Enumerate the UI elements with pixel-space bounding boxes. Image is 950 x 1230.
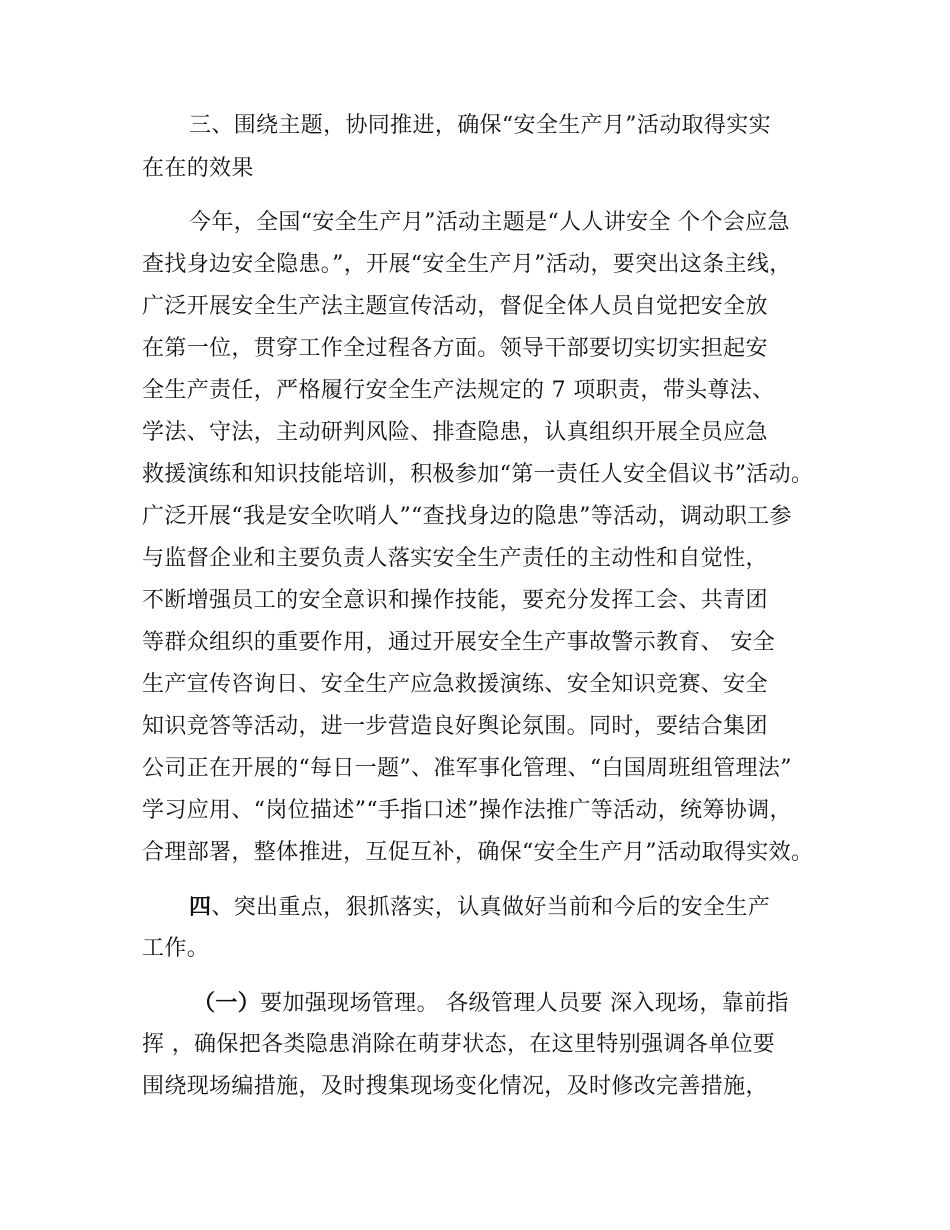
paragraph-line: 广泛开展安全生产法主题宣传活动，督促全体人员自觉把安全放 — [142, 294, 768, 319]
section-heading-line: 在在的效果 — [142, 156, 254, 181]
paragraph-line: 生产宣传咨询日、安全生产应急救援演练、安全知识竞赛、安全 — [142, 672, 768, 697]
paragraph-line: 学法、守法，主动研判风险、排查隐患，认真组织开展全员应急 — [142, 420, 768, 445]
paragraph-line: 学习应用、“岗位描述”“手指口述”操作法推广等活动，统筹协调， — [142, 798, 792, 823]
section-heading-line — [189, 894, 770, 921]
section-number: 四 — [189, 894, 212, 920]
section-heading-text: 、突出重点，狠抓落实，认真做好当前和今后的安全生产 — [211, 895, 771, 920]
paragraph-line: 围绕现场编措施，及时搜集现场变化情况，及时修改完善措施， — [142, 1074, 768, 1099]
paragraph-line: 不断增强员工的安全意识和操作技能，要充分发挥工会、共青团 — [142, 588, 768, 613]
paragraph-line: 等群众组织的重要作用，通过开展安全生产事故警示教育、 安全 — [142, 630, 776, 655]
paragraph-line: 查找身边安全隐患。”，开展“安全生产月”活动，要突出这条主线， — [142, 252, 792, 277]
paragraph-line: 与监督企业和主要负责人落实安全生产责任的主动性和自觉性， — [142, 546, 768, 571]
paragraph-line: 今年，全国“安全生产月”活动主题是“人人讲安全 个个会应急 — [189, 210, 790, 235]
paragraph-line: 广泛开展“我是安全吹哨人”“查找身边的隐患”等活动，调动职工参 — [142, 504, 792, 529]
section-heading-line: 三、围绕主题，协同推进，确保“安全生产月”活动取得实实 — [189, 113, 771, 138]
paragraph-line: 救援演练和知识技能培训，积极参加“第一责任人安全倡议书”活动。 — [142, 462, 814, 487]
paragraph-line: 在第一位，贯穿工作全过程各方面。领导干部要切实切实担起安 — [142, 336, 768, 361]
paragraph-line: 全生产责任，严格履行安全生产法规定的 7 项职责，带头尊法、 — [142, 378, 775, 403]
paragraph-line: 合理部署，整体推进，互促互补，确保“安全生产月”活动取得实效。 — [142, 840, 814, 865]
paragraph-line: 公司正在开展的“每日一题”、准军事化管理、“白国周班组管理法” — [142, 756, 792, 781]
paragraph-line: 挥 ，确保把各类隐患消除在萌芽状态，在这里特别强调各单位要 — [142, 1032, 776, 1057]
paragraph-text: 要加强现场管理。 各级管理人员要 深入现场，靠前指 — [260, 991, 789, 1016]
paragraph-line — [193, 990, 789, 1017]
subsection-number: （一） — [193, 990, 261, 1016]
paragraph-line: 知识竞答等活动，进一步营造良好舆论氛围。同时，要结合集团 — [142, 714, 768, 739]
section-heading-line: 工作。 — [142, 936, 210, 961]
